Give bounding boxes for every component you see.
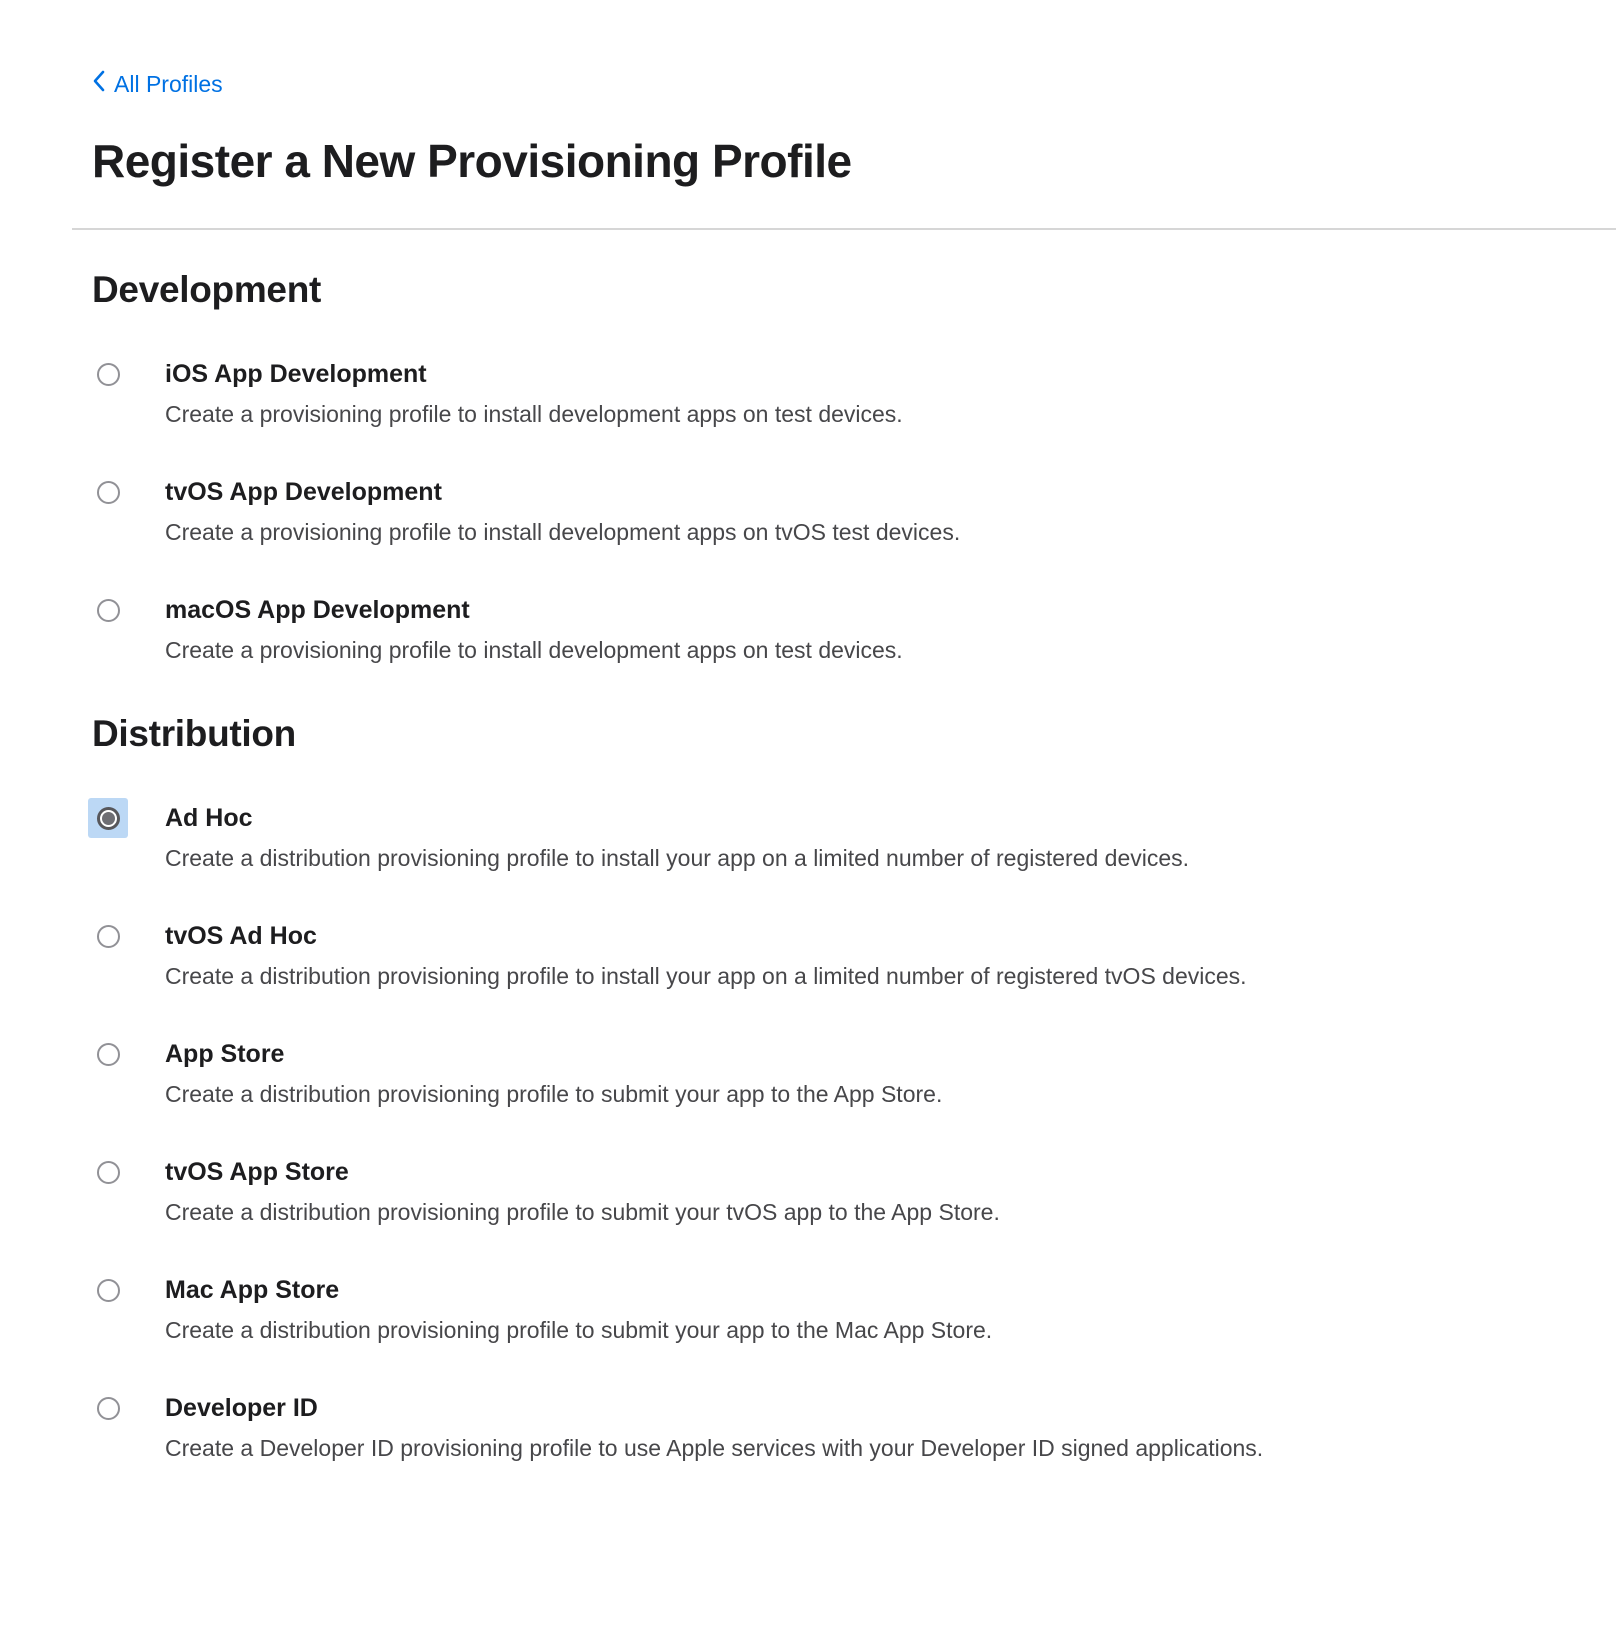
option-label[interactable]: tvOS App Store [165, 1158, 349, 1186]
option-text [165, 594, 1616, 665]
option-description: Create a provisioning profile to install development apps on test devices. [165, 637, 903, 663]
radio-cell [92, 1274, 165, 1310]
option-ad-hoc [92, 802, 1616, 873]
option-description: Create a distribution provisioning profile to submit your app to the Mac App Store. [165, 1317, 993, 1343]
section-heading: Development [92, 269, 322, 310]
section-development [92, 268, 1616, 665]
radio-button[interactable] [88, 1270, 128, 1310]
option-ios-app-development [92, 358, 1616, 429]
option-description: Create a distribution provisioning profile to submit your tvOS app to the App Store. [165, 1199, 1000, 1225]
option-description: Create a distribution provisioning profile to install your app on a limited number of registered devices. [165, 845, 1190, 871]
radio-cell [92, 1038, 165, 1074]
radio-button[interactable] [88, 916, 128, 956]
option-label[interactable]: Mac App Store [165, 1276, 340, 1304]
radio-circle [97, 363, 120, 386]
radio-button[interactable] [88, 472, 128, 512]
option-tvos-app-store [92, 1156, 1616, 1227]
option-developer-id [92, 1392, 1616, 1463]
radio-button[interactable] [88, 1152, 128, 1192]
option-text [165, 920, 1616, 991]
option-text [165, 1156, 1616, 1227]
radio-button[interactable] [88, 354, 128, 394]
radio-cell [92, 594, 165, 630]
option-label[interactable]: Ad Hoc [165, 804, 253, 832]
option-text [165, 1274, 1616, 1345]
radio-button-selected[interactable] [88, 798, 128, 838]
radio-circle [97, 925, 120, 948]
radio-cell [92, 476, 165, 512]
form-sections [0, 268, 1616, 1463]
divider [72, 228, 1616, 230]
option-text [165, 476, 1616, 547]
radio-circle [97, 1161, 120, 1184]
radio-cell [92, 802, 165, 838]
radio-circle [97, 599, 120, 622]
option-list [92, 358, 1616, 665]
radio-cell [92, 1392, 165, 1428]
option-label[interactable]: App Store [165, 1040, 285, 1068]
radio-cell [92, 358, 165, 394]
option-label[interactable]: tvOS App Development [165, 478, 442, 506]
option-text [165, 802, 1616, 873]
option-text [165, 1392, 1616, 1463]
option-label[interactable]: tvOS Ad Hoc [165, 922, 317, 950]
option-label[interactable]: Developer ID [165, 1394, 318, 1422]
back-link[interactable] [92, 70, 223, 98]
option-tvos-ad-hoc [92, 920, 1616, 991]
section-heading: Distribution [92, 713, 296, 754]
option-description: Create a distribution provisioning profile to install your app on a limited number of registered tvOS devices. [165, 963, 1247, 989]
page-title: Register a New Provisioning Profile [92, 135, 852, 187]
radio-button[interactable] [88, 590, 128, 630]
option-description: Create a provisioning profile to install development apps on test devices. [165, 401, 903, 427]
option-tvos-app-development [92, 476, 1616, 547]
option-description: Create a Developer ID provisioning profile to use Apple services with your Developer ID signed applications. [165, 1435, 1264, 1461]
radio-button[interactable] [88, 1388, 128, 1428]
radio-circle [97, 1397, 120, 1420]
option-label[interactable]: iOS App Development [165, 360, 427, 388]
option-text [165, 1038, 1616, 1109]
option-description: Create a distribution provisioning profile to submit your app to the App Store. [165, 1081, 943, 1107]
option-list [92, 802, 1616, 1463]
radio-cell [92, 920, 165, 956]
option-macos-app-development [92, 594, 1616, 665]
radio-button[interactable] [88, 1034, 128, 1074]
option-mac-app-store [92, 1274, 1616, 1345]
radio-circle [97, 481, 120, 504]
option-label[interactable]: macOS App Development [165, 596, 470, 624]
radio-circle [97, 1043, 120, 1066]
radio-circle [97, 807, 120, 830]
section-distribution [92, 712, 1616, 1463]
back-link-label: All Profiles [114, 71, 223, 97]
option-description: Create a provisioning profile to install development apps on tvOS test devices. [165, 519, 961, 545]
option-text [165, 358, 1616, 429]
radio-circle [97, 1279, 120, 1302]
option-app-store [92, 1038, 1616, 1109]
chevron-left-icon [92, 70, 105, 98]
radio-cell [92, 1156, 165, 1192]
